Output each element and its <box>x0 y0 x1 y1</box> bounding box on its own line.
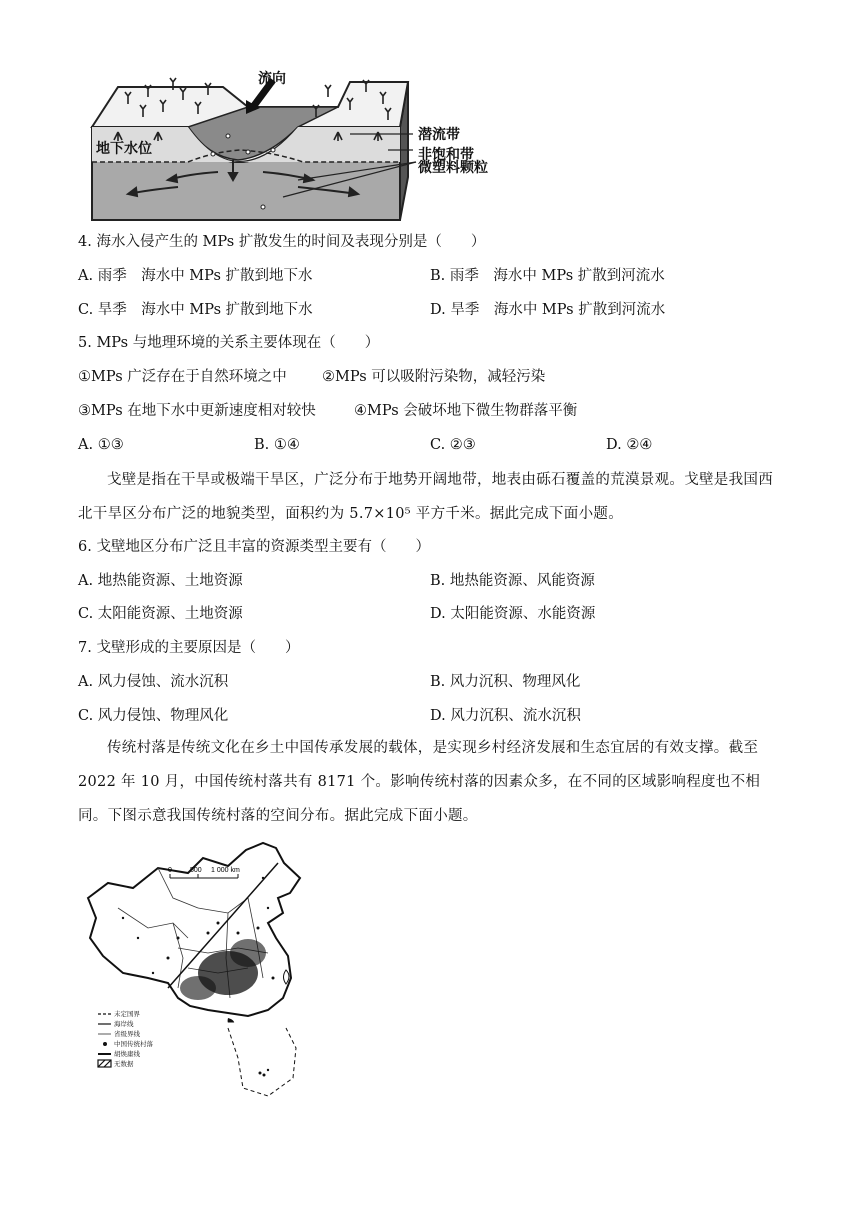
question-7-stem: 7. 戈壁形成的主要原因是（ ） <box>78 640 300 656</box>
question-4-option-a: A. 雨季 海水中 MPs 扩散到地下水 <box>78 268 313 284</box>
question-5-option-b: B. ①④ <box>254 437 300 453</box>
question-6-option-b: B. 地热能资源、风能资源 <box>430 573 595 589</box>
question-6-option-a: A. 地热能资源、土地资源 <box>78 573 243 589</box>
label-unsaturated-zone: 非饱和带 <box>418 147 474 163</box>
question-5-statement-4: ④MPs 会破坏地下微生物群落平衡 <box>354 403 578 419</box>
question-5-statement-1: ①MPs 广泛存在于自然环境之中 <box>78 369 287 385</box>
scale-label-0: 0 <box>168 867 172 874</box>
question-6-option-d: D. 太阳能资源、水能资源 <box>430 606 596 622</box>
question-7-option-a: A. 风力侵蚀、流水沉积 <box>78 674 229 690</box>
label-flow-direction: 流向 <box>258 71 286 87</box>
question-7-option-c: C. 风力侵蚀、物理风化 <box>78 708 229 724</box>
question-5-option-d: D. ②④ <box>606 437 653 453</box>
scale-label-500: 500 <box>190 867 202 874</box>
question-5-option-a: A. ①③ <box>78 437 124 453</box>
question-6-stem: 6. 戈壁地区分布广泛且丰富的资源类型主要有（ ） <box>78 539 430 555</box>
question-4-option-b: B. 雨季 海水中 MPs 扩散到河流水 <box>430 268 665 284</box>
question-4-option-c: C. 旱季 海水中 MPs 扩散到地下水 <box>78 302 313 318</box>
legend-undetermined-boundary: 未定国界 <box>114 1010 140 1018</box>
question-7-option-b: B. 风力沉积、物理风化 <box>430 674 581 690</box>
question-5-option-c: C. ②③ <box>430 437 476 453</box>
legend-coastline: 海岸线 <box>114 1020 134 1028</box>
gobi-passage: 戈壁是指在干旱或极端干旱区，广泛分布于地势开阔地带，地表由砾石覆盖的荒漠景观。戈壁是我国西北干旱区分布广泛的地貌类型，面积约为 5.7×10⁵ 平方千米。据此完成下面小题。 <box>78 472 773 522</box>
label-water-table: 地下水位 <box>96 141 152 157</box>
question-7-option-d: D. 风力沉积、流水沉积 <box>430 708 581 724</box>
scale-label-1000km: 1 000 km <box>211 867 240 874</box>
label-hyporheic-zone: 潜流带 <box>418 127 460 143</box>
china-traditional-village-map <box>78 838 338 1104</box>
label-microplastic-particle: 微塑料颗粒 <box>418 160 488 176</box>
question-5-statement-2: ②MPs 可以吸附污染物，减轻污染 <box>322 369 546 385</box>
question-5-stem: 5. MPs 与地理环境的关系主要体现在（ ） <box>78 335 380 351</box>
question-4-stem: 4. 海水入侵产生的 MPs 扩散发生的时间及表现分别是（ ） <box>78 234 486 250</box>
legend-no-data: 无数据 <box>114 1060 134 1068</box>
question-5-statement-3: ③MPs 在地下水中更新速度相对较快 <box>78 403 316 419</box>
legend-provincial-boundary: 省级界线 <box>114 1030 140 1038</box>
legend-hu-line: 胡焕庸线 <box>114 1050 140 1058</box>
question-6-option-c: C. 太阳能资源、土地资源 <box>78 606 243 622</box>
question-4-option-d: D. 旱季 海水中 MPs 扩散到河流水 <box>430 302 666 318</box>
legend-traditional-village: 中国传统村落 <box>114 1040 153 1048</box>
traditional-village-passage: 传统村落是传统文化在乡土中国传承发展的载体，是实现乡村经济发展和生态宜居的有效支撑。截至 2022 年 10 月，中国传统村落共有 8171 个。影响传统村落的因素众多，在不同的区域影响程度也不相同。下图示意我国传统村落的空间分布。据此完成下面小题。 <box>78 740 761 824</box>
